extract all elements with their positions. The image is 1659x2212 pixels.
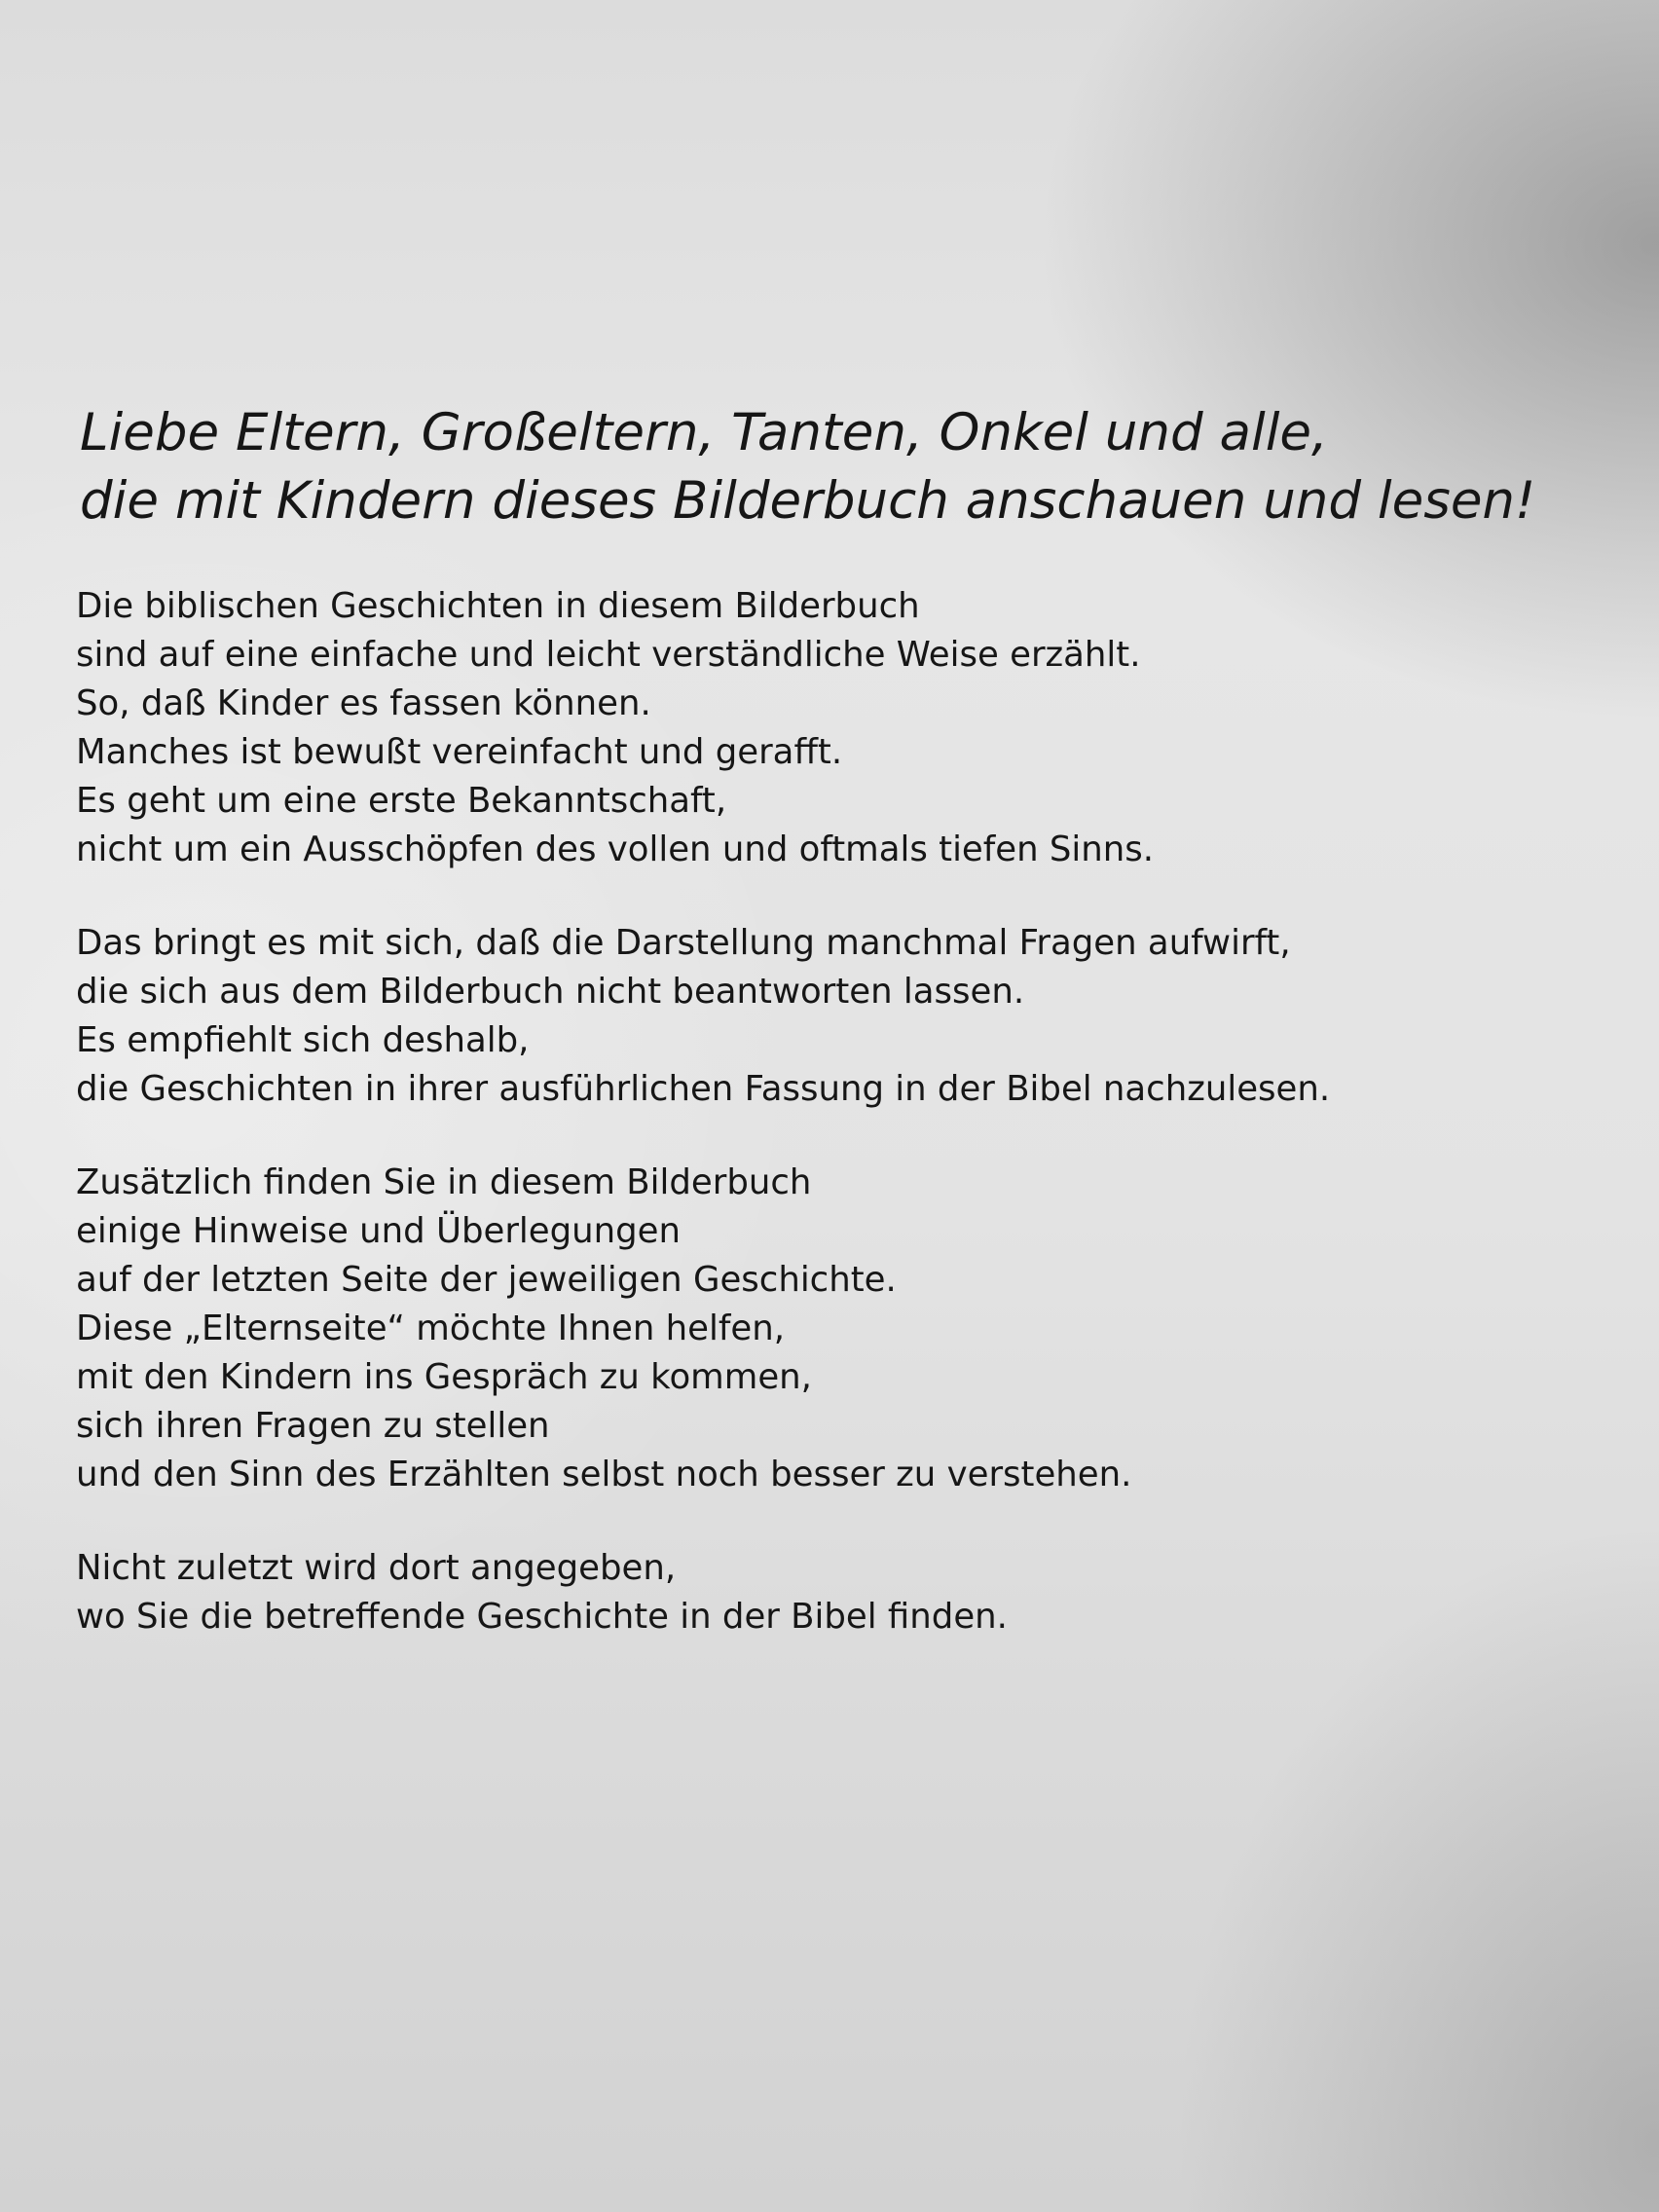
text-line: Die biblischen Geschichten in diesem Bilderbuch: [76, 586, 920, 626]
text-line: mit den Kindern ins Gespräch zu kommen,: [76, 1357, 812, 1397]
paragraph-3: [76, 1159, 1595, 1499]
text-line: wo Sie die betreffende Geschichte in der Bibel finden.: [76, 1597, 1008, 1637]
text-line: Diese „Elternseite“ möchte Ihnen helfen,: [76, 1309, 785, 1348]
text-line: die sich aus dem Bilderbuch nicht beantworten lassen.: [76, 972, 1025, 1012]
text-line: Nicht zuletzt wird dort angegeben,: [76, 1548, 677, 1588]
paragraph-1: [76, 582, 1595, 874]
text-line: auf der letzten Seite der jeweiligen Geschichte.: [76, 1260, 897, 1300]
heading-line: die mit Kindern dieses Bilderbuch anschauen und lesen!: [80, 471, 1536, 531]
text-line: Das bringt es mit sich, daß die Darstellung manchmal Fragen aufwirft,: [76, 923, 1291, 963]
page-heading: [80, 399, 1638, 535]
paragraph-2: [76, 919, 1595, 1114]
text-line: Es empfiehlt sich deshalb,: [76, 1020, 530, 1060]
text-line: sich ihren Fragen zu stellen: [76, 1406, 550, 1446]
text-line: Es geht um eine erste Bekanntschaft,: [76, 781, 727, 821]
text-line: Zusätzlich finden Sie in diesem Bilderbuch: [76, 1162, 812, 1202]
paragraph-4: [76, 1544, 1595, 1641]
heading-line: Liebe Eltern, Großeltern, Tanten, Onkel und alle,: [80, 403, 1328, 462]
text-line: Manches ist bewußt vereinfacht und gerafft.: [76, 732, 843, 772]
text-line: nicht um ein Ausschöpfen des vollen und oftmals tiefen Sinns.: [76, 830, 1155, 869]
text-line: einige Hinweise und Überlegungen: [76, 1211, 682, 1251]
body-text: [76, 582, 1595, 1686]
text-line: So, daß Kinder es fassen können.: [76, 683, 651, 723]
text-line: sind auf eine einfache und leicht verständliche Weise erzählt.: [76, 635, 1141, 675]
text-line: die Geschichten in ihrer ausführlichen Fassung in der Bibel nachzulesen.: [76, 1069, 1331, 1109]
text-line: und den Sinn des Erzählten selbst noch besser zu verstehen.: [76, 1455, 1132, 1494]
